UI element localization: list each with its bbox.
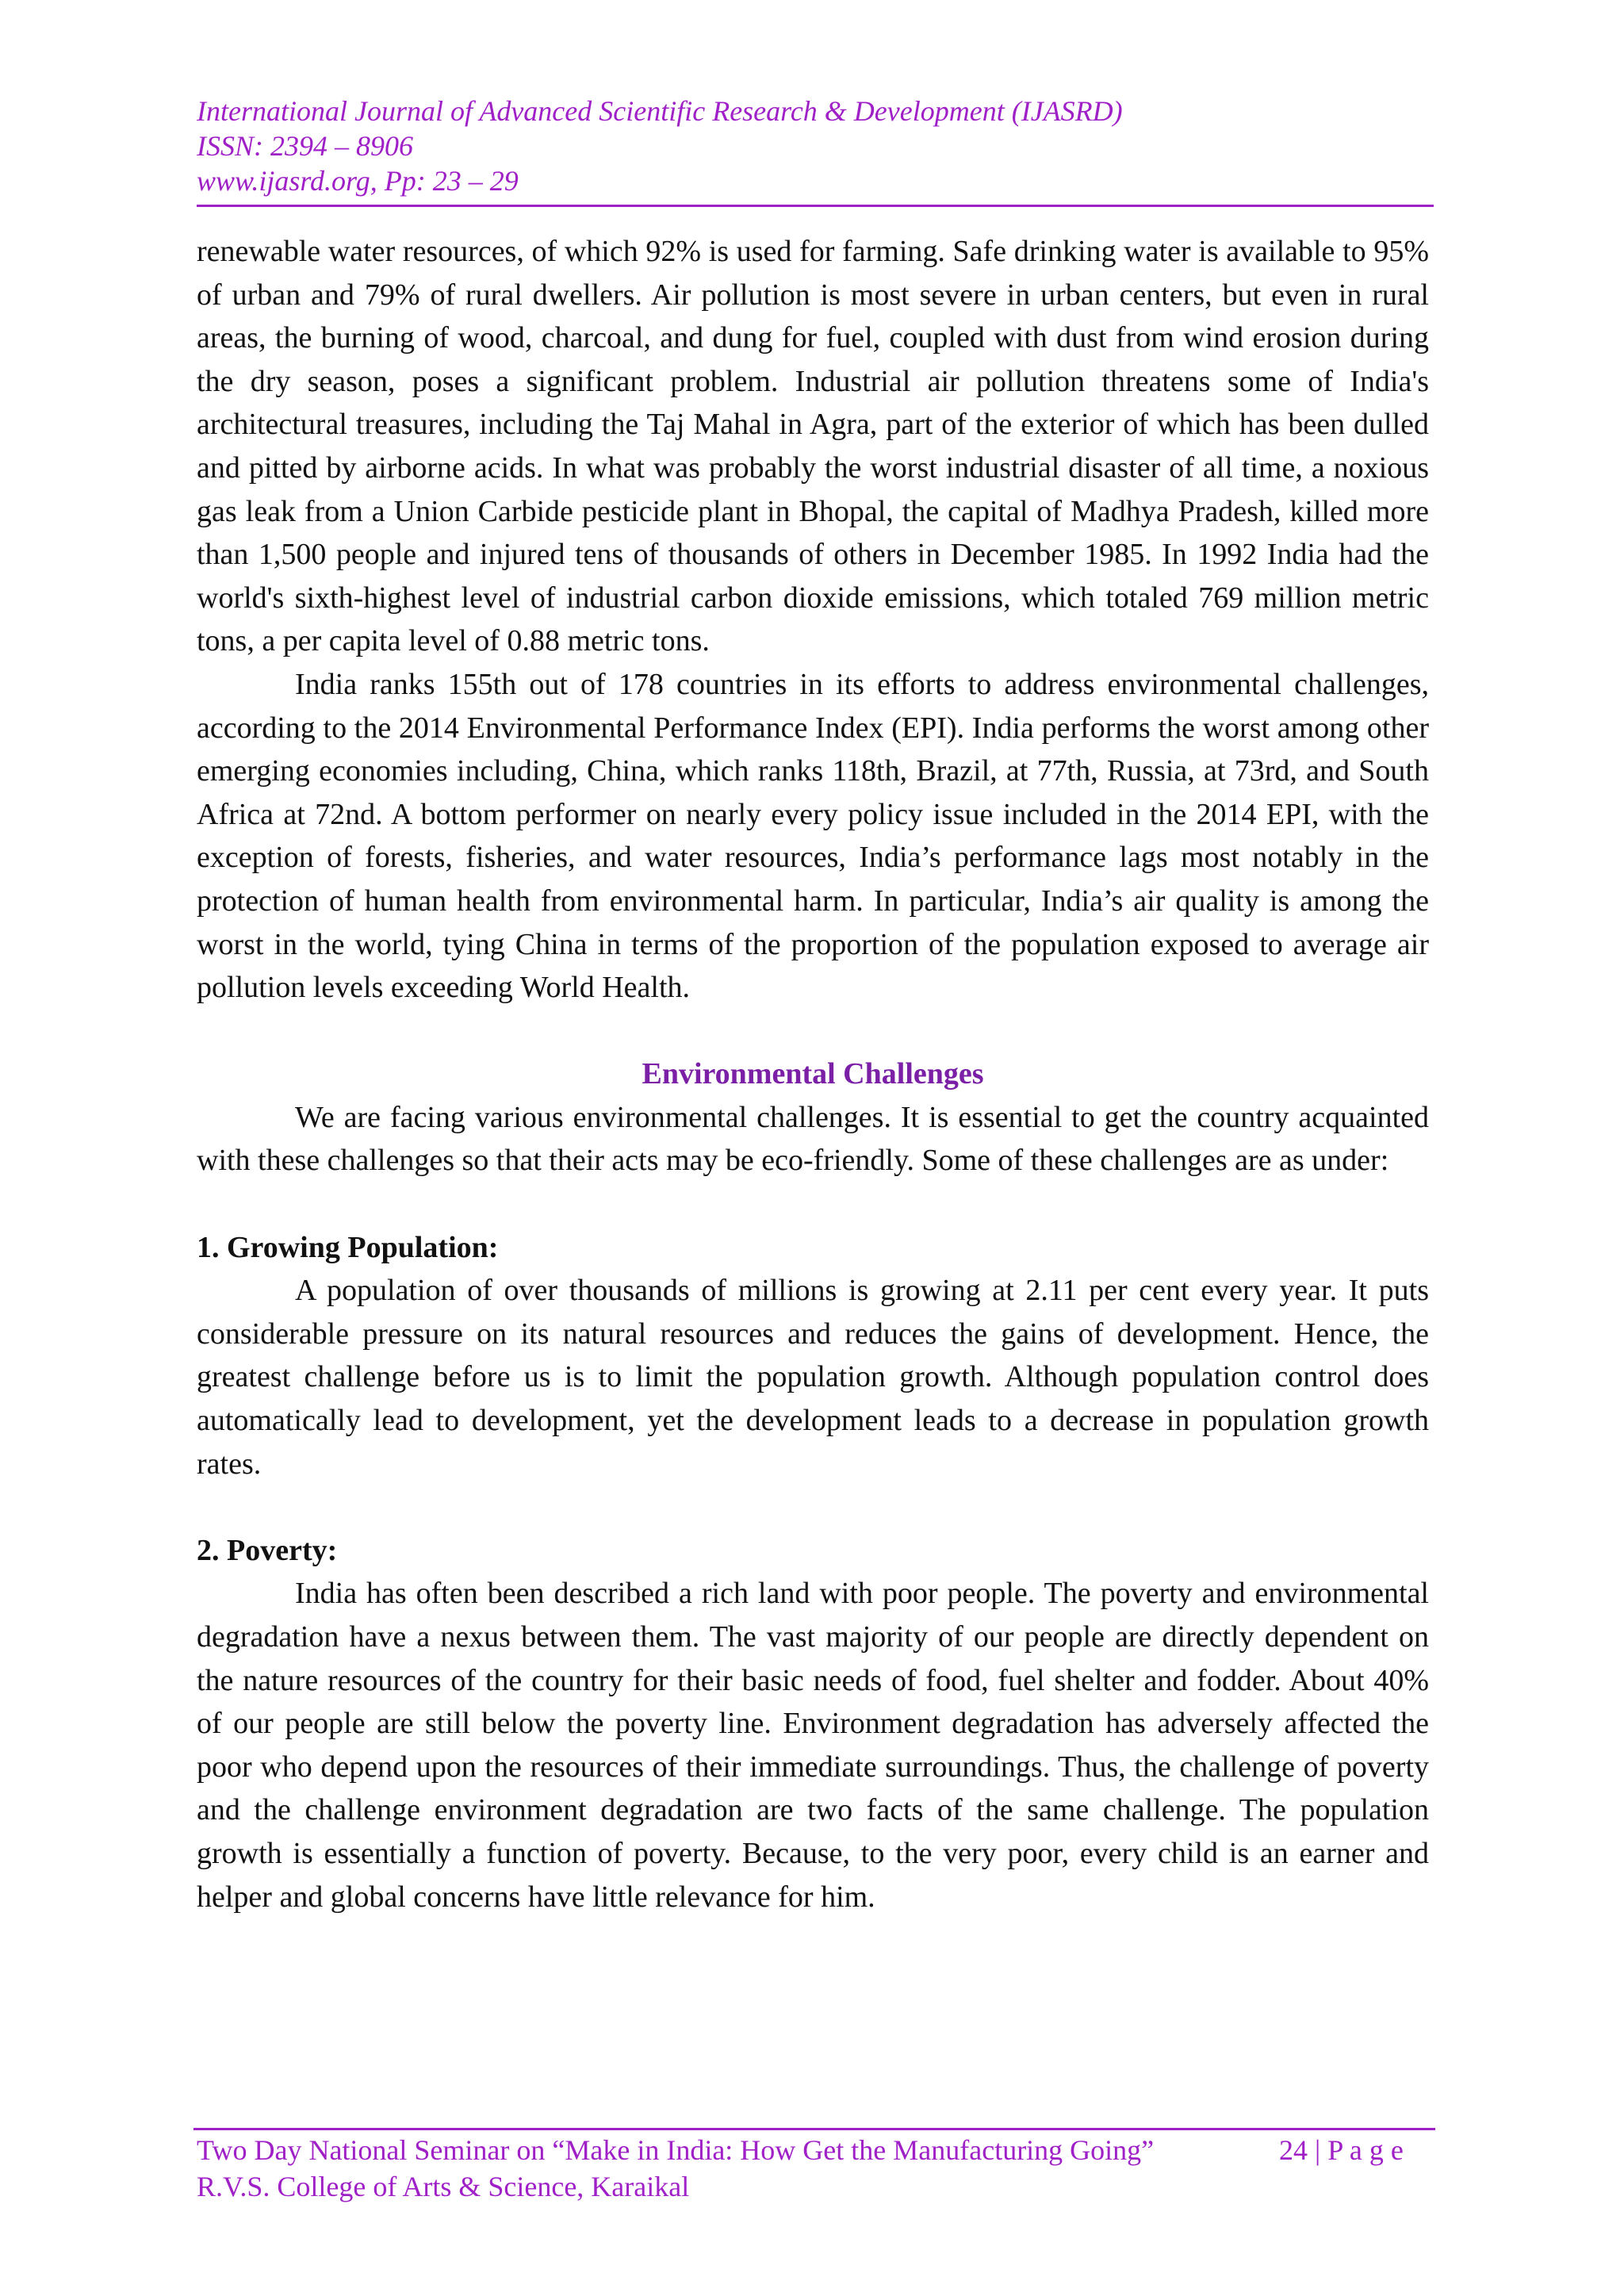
paragraph-epi-ranking: India ranks 155th out of 178 countries in its efforts to address environmental challenges, according to the 2014 Environmental Performance Index (EPI). India performs the worst among other emerging economies including, China, which ranks 118th, Brazil, at 77th, Russia, at 73rd, and South Africa at 72nd. A bottom performer on nearly every policy issue included in the 2014 EPI, with the exception of forests, fisheries, and water resources, India’s performance lags most notably in the protection of human health from environmental harm. In particular, India’s air quality is among the worst in the world, tying China in terms of the proportion of the population exposed to average air pollution levels exceeding World Health. [197, 667, 1429, 1005]
running-header [197, 94, 1434, 198]
running-footer [197, 2132, 1434, 2205]
subheading-growing-population: 1. Growing Population: [197, 1230, 499, 1264]
paragraph-challenges-intro: We are facing various environmental challenges. It is essential to get the country acquainted with these challenges so that their acts may be eco-friendly. Some of these challenges are as under: [197, 1100, 1429, 1178]
spacer [197, 1010, 1429, 1053]
footer-divider [193, 2128, 1435, 2130]
spacer [197, 1485, 1429, 1529]
section-title: Environmental Challenges [642, 1057, 984, 1091]
college-name: R.V.S. College of Arts & Science, Karaikal [197, 2171, 690, 2202]
paragraph-growing-population: A population of over thousands of millions is growing at 2.11 per cent every year. It puts considerable pressure on its natural resources and reduces the gains of development. Hence, the greatest challenge before us is to limit the population growth. Although population control does automatically lead to development, yet the development leads to a decrease in population growth rates. [197, 1274, 1429, 1481]
page-number: 24 | P a g e [1279, 2134, 1404, 2166]
article-body [197, 230, 1429, 1918]
issn-line: ISSN: 2394 – 8906 [197, 130, 413, 162]
subheading-poverty: 2. Poverty: [197, 1533, 338, 1567]
header-divider [197, 205, 1434, 207]
seminar-title: Two Day National Seminar on “Make in India: How Get the Manufacturing Going” [197, 2134, 1155, 2166]
paragraph-water-air-pollution: renewable water resources, of which 92% is used for farming. Safe drinking water is available to 95% of urban and 79% of rural dwellers. Air pollution is most severe in urban centers, but even in rural areas, the burning of wood, charcoal, and dung for fuel, coupled with dust from wind erosion during the dry season, poses a significant problem. Industrial air pollution threatens some of India's architectural treasures, including the Taj Mahal in Agra, part of the exterior of which has been dulled and pitted by airborne acids. In what was probably the worst industrial disaster of all time, a noxious gas leak from a Union Carbide pesticide plant in Bhopal, the capital of Madhya Pradesh, killed more than 1,500 people and injured tens of thousands of others in December 1985. In 1992 India had the world's sixth-highest level of industrial carbon dioxide emissions, which totaled 769 million metric tons, a per capita level of 0.88 metric tons. [197, 235, 1429, 658]
website-pages-line: www.ijasrd.org, Pp: 23 – 29 [197, 165, 519, 197]
paragraph-poverty: India has often been described a rich land with poor people. The poverty and environmental degradation have a nexus between them. The vast majority of our people are directly dependent on the nature resources of the country for their basic needs of food, fuel shelter and fodder. About 40% of our people are still below the poverty line. Environment degradation has adversely affected the poor who depend upon the resources of their immediate surroundings. Thus, the challenge of poverty and the challenge environment degradation are two facts of the same challenge. The population growth is essentially a function of poverty. Because, to the very poor, every child is an earner and helper and global concerns have little relevance for him. [197, 1577, 1429, 1914]
journal-title: International Journal of Advanced Scientific Research & Development (IJASRD) [197, 95, 1123, 127]
spacer [197, 1182, 1429, 1226]
